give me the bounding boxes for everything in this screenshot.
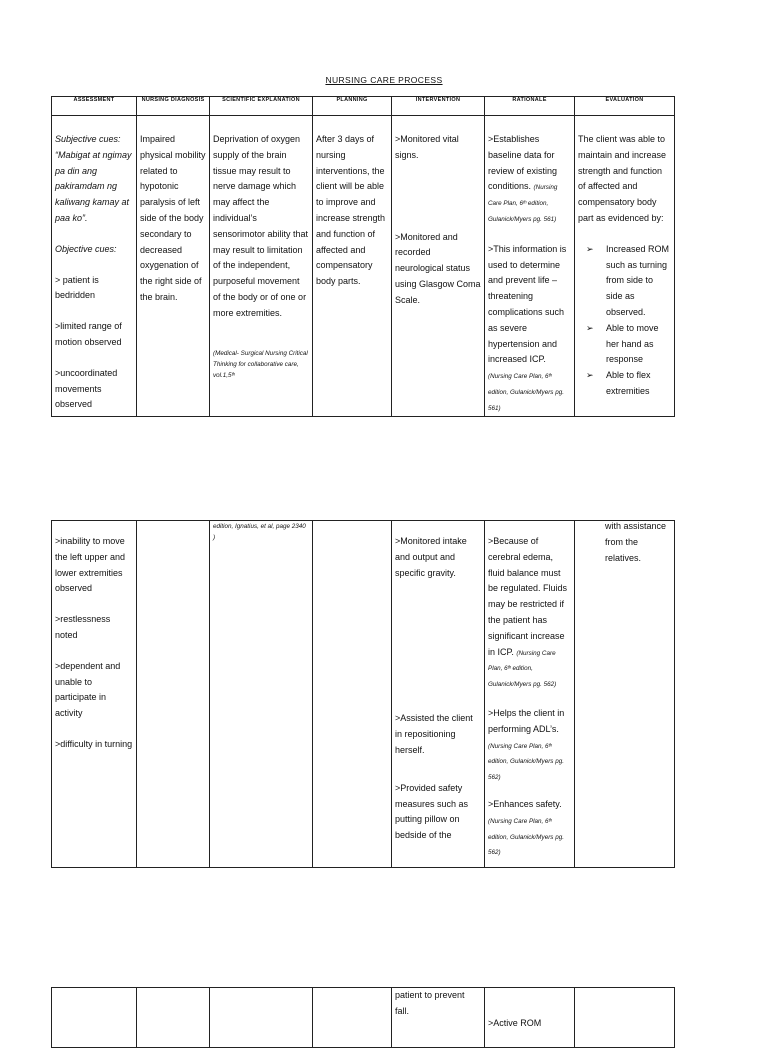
planning-cell bbox=[313, 116, 392, 417]
intervention-cell bbox=[392, 988, 485, 1048]
objective-cue: >uncoordinated movements observed bbox=[55, 367, 118, 410]
objective-cues-label: Objective cues: bbox=[55, 243, 117, 254]
rationale-text: >Enhances safety. bbox=[488, 798, 562, 809]
rationale-reference: (Nursing Care Plan, 6ᵗʰ edition, Gulanick/Myers pg. 561) bbox=[488, 373, 564, 412]
document-title bbox=[0, 75, 768, 85]
intervention-item: >Assisted the client in repositioning herself. bbox=[395, 713, 473, 755]
table-row bbox=[52, 988, 675, 1048]
rationale-text: >Helps the client in performing ADL’s. bbox=[488, 707, 565, 734]
header-row bbox=[52, 97, 675, 116]
intervention-continued: patient to prevent fall. bbox=[395, 990, 465, 1016]
evaluation-list bbox=[578, 242, 671, 400]
evaluation-cell bbox=[575, 116, 675, 417]
header-rationale: RATIONALE bbox=[485, 97, 575, 116]
intervention-cell bbox=[392, 116, 485, 417]
subjective-quote: “Mabigat at ngimay pa din ang pakiramdam ng kaliwang kamay at paa ko”. bbox=[55, 149, 132, 223]
header-scientific-explanation: SCIENTIFIC EXPLANATION bbox=[210, 97, 313, 116]
scientific-explanation-cell bbox=[210, 116, 313, 417]
rationale-cell bbox=[485, 521, 575, 868]
header-planning: PLANNING bbox=[313, 97, 392, 116]
evaluation-item: ➢ Able to flex extremities bbox=[586, 368, 671, 400]
planning-text: After 3 days of nursing interventions, the client will be able to improve and increase strength and function of affected and compensatory body parts. bbox=[316, 134, 386, 287]
header-nursing-diagnosis: NURSING DIAGNOSIS bbox=[137, 97, 210, 116]
subjective-cues-label: Subjective cues: bbox=[55, 134, 121, 144]
nursing-diagnosis-text: Impaired physical mobility related to hypotonic paralysis of left side of the body secondary to decreased oxygenation of the right side of the brain. bbox=[140, 134, 206, 302]
rationale-reference: (Nursing Care Plan, 6ᵗʰ edition, Gulanick/Myers pg. 562) bbox=[488, 817, 564, 857]
rationale-text: >Because of cerebral edema, fluid balance must be regulated. Fluids may be restricted if the patient has significant increase in ICP. bbox=[488, 536, 568, 657]
nursing-diagnosis-cell bbox=[137, 116, 210, 417]
objective-cue: > patient is bedridden bbox=[55, 274, 99, 301]
header-evaluation: EVALUATION bbox=[575, 97, 675, 116]
evaluation-continued: with assistance from the relatives. bbox=[605, 521, 667, 563]
rationale-cell bbox=[485, 988, 575, 1048]
evaluation-item: ➢ Able to move her hand as response bbox=[586, 321, 671, 368]
planning-cell bbox=[313, 521, 392, 868]
assessment-cell bbox=[52, 988, 137, 1048]
care-plan-table-page1 bbox=[51, 96, 675, 417]
objective-cue: >inability to move the left upper and lower extremities observed bbox=[55, 536, 126, 594]
rationale-cell bbox=[485, 116, 575, 417]
explanation-reference-continued: edition, Ignatius, et al, page 2340 ) bbox=[213, 523, 306, 541]
rationale-reference: (Nursing Care Plan, 6ᵗʰ edition, Gulanick/Myers pg. 562) bbox=[488, 649, 557, 689]
rationale-item bbox=[488, 132, 571, 227]
scientific-explanation-cell bbox=[210, 521, 313, 868]
scientific-explanation-cell bbox=[210, 988, 313, 1048]
evaluation-item: ➢ Increased ROM such as turning from side to side as observed. bbox=[586, 242, 671, 321]
intervention-item: >Monitored and recorded neurological status using Glasgow Coma Scale. bbox=[395, 231, 481, 305]
assessment-cell bbox=[52, 116, 137, 417]
table-row bbox=[52, 116, 675, 417]
rationale-text: >This information is used to determine and prevent life – threatening complications such as severe hypertension and increased ICP. bbox=[488, 243, 567, 365]
nursing-diagnosis-cell bbox=[137, 988, 210, 1048]
rationale-reference: (Nursing Care Plan, 6ᵗʰ edition, Gulanick/Myers pg. 562) bbox=[488, 742, 564, 782]
rationale-item bbox=[488, 242, 571, 416]
evaluation-intro: The client was able to maintain and increase strength and function of affected and compensatory body part as evidenced by: bbox=[578, 134, 667, 223]
intervention-item: >Monitored intake and output and specific gravity. bbox=[395, 536, 467, 578]
assessment-cell bbox=[52, 521, 137, 868]
rationale-item bbox=[488, 797, 571, 860]
header-intervention: INTERVENTION bbox=[392, 97, 485, 116]
care-plan-table-page3 bbox=[51, 987, 675, 1048]
document-title-text: NURSING CARE PROCESS bbox=[325, 75, 443, 85]
rationale-item bbox=[488, 706, 571, 785]
rationale-item: >Active ROM bbox=[488, 1018, 542, 1028]
planning-cell bbox=[313, 988, 392, 1048]
header-assessment: ASSESSMENT bbox=[52, 97, 137, 116]
intervention-item: >Monitored vital signs. bbox=[395, 134, 459, 160]
table-row bbox=[52, 521, 675, 868]
objective-cue: >restlessness noted bbox=[55, 614, 111, 640]
care-plan-table-page2 bbox=[51, 520, 675, 868]
intervention-item: >Provided safety measures such as putting pillow on bedside of the bbox=[395, 782, 469, 841]
objective-cue: >limited range of motion observed bbox=[55, 321, 122, 347]
objective-cue: >difficulty in turning bbox=[55, 738, 133, 749]
evaluation-cell bbox=[575, 988, 675, 1048]
rationale-reference: (Nursing Care Plan, 6ᵗʰ edition, Gulanick/Myers pg. 561) bbox=[488, 184, 558, 223]
rationale-item bbox=[488, 534, 571, 692]
objective-cue: >dependent and unable to participate in activity bbox=[55, 660, 121, 719]
intervention-cell bbox=[392, 521, 485, 868]
nursing-diagnosis-cell bbox=[137, 521, 210, 868]
scientific-explanation-text: Deprivation of oxygen supply of the brain tissue may result to nerve damage which may affect the individual’s sensorimotor ability that may result to limitation of the independent, purposeful movement of the body or of one or more extremities. bbox=[213, 134, 309, 318]
rationale-text: >Establishes baseline data for review of existing conditions. bbox=[488, 134, 558, 192]
evaluation-cell bbox=[575, 521, 675, 868]
explanation-reference: (Medical- Surgical Nursing Critical Thinking for collaborative care, vol.1,5ᵗʰ bbox=[213, 349, 308, 379]
